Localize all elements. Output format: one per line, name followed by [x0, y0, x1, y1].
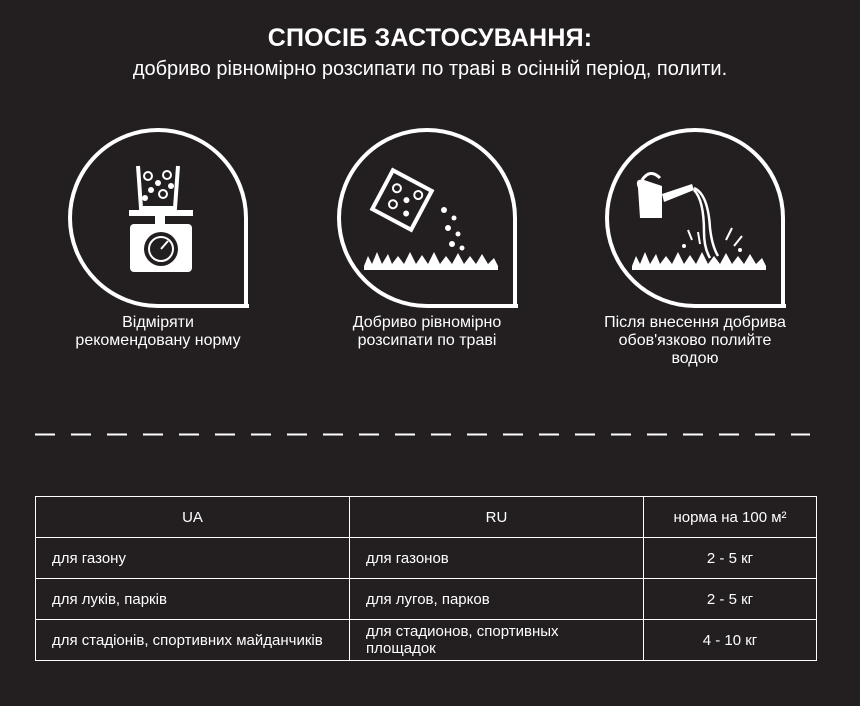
- scale-icon: [63, 128, 253, 308]
- cell-ua: для стадіонів, спортивних майданчиків: [36, 620, 350, 661]
- dashed-divider: [35, 433, 810, 436]
- step-water-caption: Після внесення добрива обов'язково полийте водою: [604, 314, 786, 367]
- header-ua: UA: [36, 497, 350, 538]
- cell-ua: для луків, парків: [36, 579, 350, 620]
- cell-ua: для газону: [36, 538, 350, 579]
- cell-ru: для стадионов, спортивных площадок: [350, 620, 644, 661]
- header-ru: RU: [350, 497, 644, 538]
- table-row: [36, 538, 817, 579]
- page-subtitle: добриво рівномірно розсипати по траві в осінній період, полити.: [132, 58, 728, 80]
- cell-ru: для газонов: [350, 538, 644, 579]
- table-row: [36, 579, 817, 620]
- cell-norm: 4 - 10 кг: [644, 620, 817, 661]
- table-header-row: [36, 497, 817, 538]
- cell-norm: 2 - 5 кг: [644, 538, 817, 579]
- step-spread-caption: Добриво рівномірно розсипати по траві: [352, 314, 502, 349]
- cell-ru: для лугов, парков: [350, 579, 644, 620]
- page-title: СПОСІБ ЗАСТОСУВАННЯ:: [267, 24, 593, 52]
- watering-can-icon: [600, 128, 790, 308]
- header-norm: норма на 100 м²: [644, 497, 817, 538]
- norms-table: [35, 496, 817, 661]
- cell-norm: 2 - 5 кг: [644, 579, 817, 620]
- step-measure-caption: Відміряти рекомендовану норму: [75, 314, 241, 349]
- table-row: [36, 620, 817, 661]
- pouring-fertilizer-icon: [332, 128, 522, 308]
